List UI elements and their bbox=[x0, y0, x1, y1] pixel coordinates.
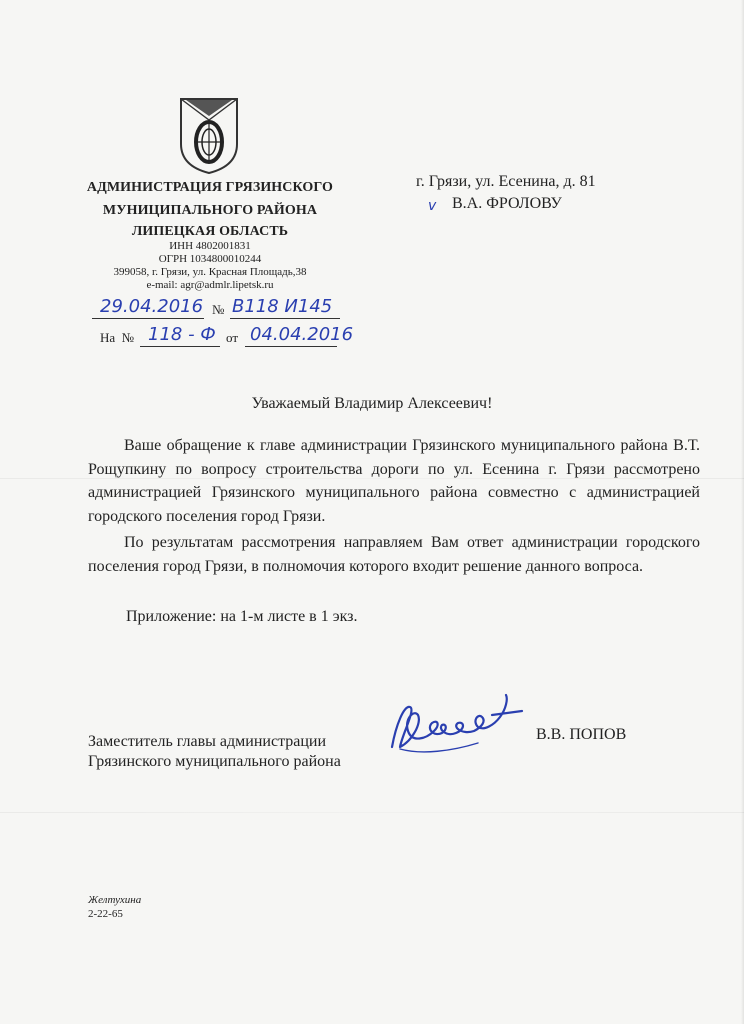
paragraph-2-text: По результатам рассмотрения направляем Вам ответ администрации городского поселения город Грязи, в полномочия которого входит решение данного вопроса. bbox=[88, 534, 700, 575]
signer-title-line2: Грязинского муниципального района bbox=[88, 753, 341, 770]
outgoing-number-underline bbox=[230, 318, 340, 319]
paragraph-2 bbox=[88, 531, 700, 578]
paragraph-1 bbox=[88, 434, 700, 528]
signer-title-line1: Заместитель главы администрации bbox=[88, 733, 327, 750]
outgoing-date-underline bbox=[92, 318, 204, 319]
outgoing-number-label: № bbox=[212, 302, 225, 317]
paper-fold bbox=[0, 812, 744, 813]
sender-address: 399058, г. Грязи, ул. Красная Площадь,38 bbox=[113, 266, 307, 278]
recipient-name: В.А. ФРОЛОВУ bbox=[452, 195, 562, 212]
recipient-address: г. Грязи, ул. Есенина, д. 81 bbox=[416, 173, 596, 190]
sender-org-line2: МУНИЦИПАЛЬНОГО РАЙОНА bbox=[102, 203, 318, 218]
outgoing-date: 29.04.2016 bbox=[100, 296, 204, 317]
outgoing-number: В118 И145 bbox=[232, 296, 333, 317]
sender-region: ЛИПЕЦКАЯ ОБЛАСТЬ bbox=[131, 224, 289, 239]
handwritten-signature bbox=[382, 685, 532, 760]
executor-name: Желтухина bbox=[88, 894, 142, 906]
sender-ogrn: ОГРН 1034800010244 bbox=[158, 253, 262, 265]
coat-of-arms-emblem bbox=[178, 96, 240, 176]
reference-from-label: от bbox=[226, 330, 239, 345]
reference-date-underline bbox=[245, 346, 337, 347]
sender-inn: ИНН 4802001831 bbox=[169, 240, 251, 252]
reference-number-label: На № bbox=[100, 330, 135, 345]
paragraph-1-text: Ваше обращение к главе администрации Грязинского муниципального района В.Т. Рощупкину по вопросу строительства дороги по ул. Есенина г. Грязи рассмотрено администрацией Грязинского муниципального района совместно с администрацией городского поселения город Грязи. bbox=[88, 437, 700, 525]
reference-date: 04.04.2016 bbox=[250, 324, 354, 345]
reference-number: 118 - Ф bbox=[148, 324, 216, 345]
attachment-note: Приложение: на 1-м листе в 1 экз. bbox=[126, 608, 358, 625]
sender-org-line1: АДМИНИСТРАЦИЯ ГРЯЗИНСКОГО bbox=[86, 180, 334, 195]
recipient-check-mark: v bbox=[428, 198, 437, 214]
signer-name: В.В. ПОПОВ bbox=[536, 726, 627, 743]
salutation: Уважаемый Владимир Алексеевич! bbox=[251, 395, 493, 412]
sender-email: e-mail: agr@admlr.lipetsk.ru bbox=[146, 279, 274, 291]
executor-phone: 2-22-65 bbox=[88, 908, 123, 920]
reference-number-underline bbox=[140, 346, 220, 347]
